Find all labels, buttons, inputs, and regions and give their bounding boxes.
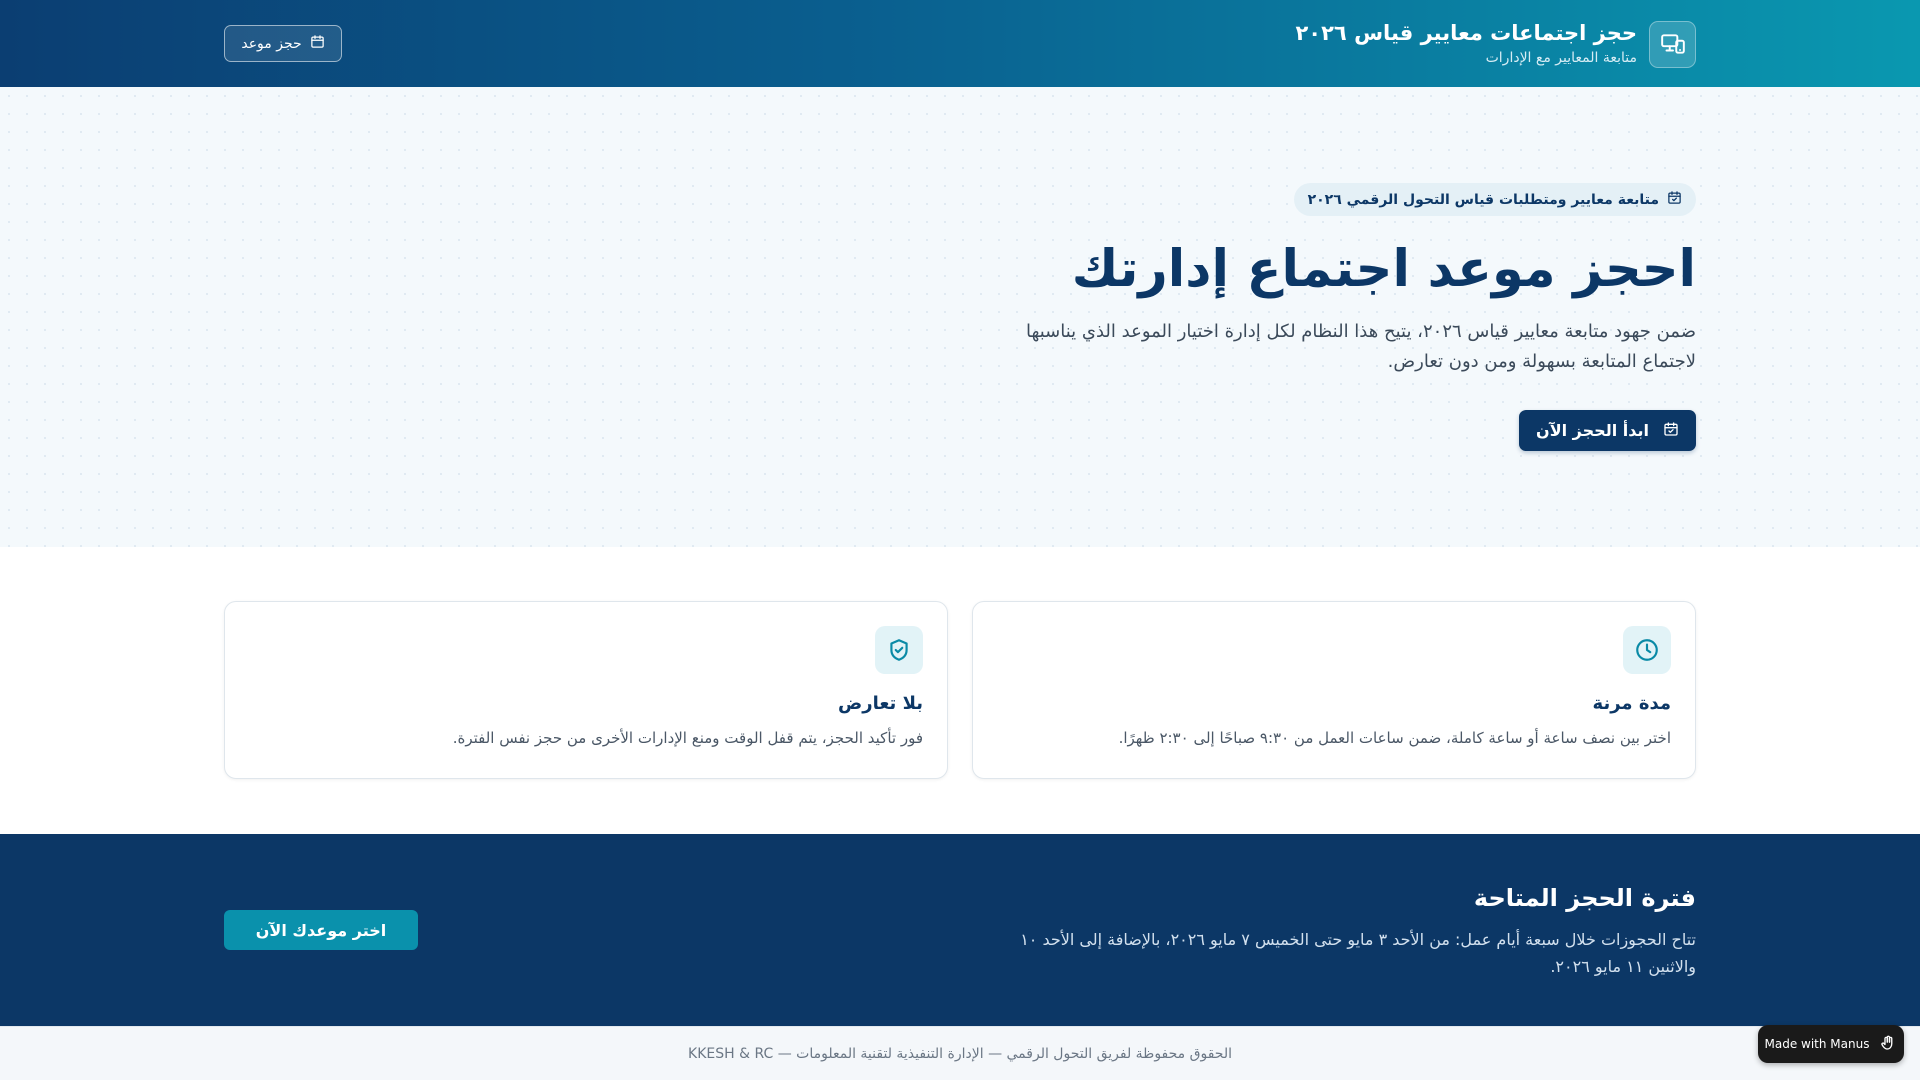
- feature-card-flexible-duration: [972, 601, 1696, 779]
- app-title: حجز اجتماعات معايير قياس ٢٠٢٦: [1295, 21, 1637, 45]
- features-section: [224, 601, 1696, 779]
- hero-section: [0, 87, 1920, 547]
- made-with-manus-badge[interactable]: [1758, 1025, 1904, 1063]
- clock-icon: [1623, 626, 1671, 674]
- feature-text: فور تأكيد الحجز، يتم قفل الوقت ومنع الإدارات الأخرى من حجز نفس الفترة.: [452, 729, 923, 747]
- brand[interactable]: [1295, 20, 1696, 68]
- feature-text: اختر بين نصف ساعة أو ساعة كاملة، ضمن ساعات العمل من ٩:٣٠ صباحًا إلى ٢:٣٠ ظهرًا.: [1118, 729, 1671, 747]
- availability-section: [0, 834, 1920, 1026]
- copyright-text: الحقوق محفوظة لفريق التحول الرقمي — الإدارة التنفيذية لتقنية المعلومات — KKESH & RC: [688, 1045, 1232, 1062]
- manus-logo-icon: [1879, 1034, 1897, 1055]
- made-with-manus-label: Made with Manus: [1764, 1037, 1870, 1051]
- calendar-icon: [310, 34, 325, 53]
- app-subtitle: متابعة المعايير مع الإدارات: [1485, 50, 1637, 66]
- footer: [0, 1026, 1920, 1080]
- calendar-check-icon: [1663, 421, 1679, 441]
- availability-title: فترة الحجز المتاحة: [1473, 884, 1696, 912]
- availability-text: تتاح الحجوزات خلال سبعة أيام عمل: من الأحد ٣ مايو حتى الخميس ٧ مايو ٢٠٢٦، بالإضافة إلى الأحد ١٠ والاثنين ١١ مايو ٢٠٢٦.: [1020, 930, 1696, 976]
- feature-title: بلا تعارض: [838, 693, 923, 714]
- calendar-check-icon: [1667, 190, 1682, 209]
- hero-badge: [1294, 183, 1696, 216]
- feature-title: مدة مرنة: [1592, 693, 1671, 714]
- start-booking-button[interactable]: [1519, 410, 1696, 451]
- hero-description: ضمن جهود متابعة معايير قياس ٢٠٢٦، يتيح هذا النظام لكل إدارة اختيار الموعد الذي يناسبها لاجتماع المتابعة بسهولة ومن دون تعارض.: [1025, 321, 1696, 372]
- devices-icon: [1649, 21, 1696, 68]
- start-booking-label: ابدأ الحجز الآن: [1536, 421, 1649, 440]
- book-appointment-label: حجز موعد: [241, 35, 302, 52]
- top-header: [0, 0, 1920, 87]
- feature-card-no-conflict: [224, 601, 948, 779]
- hero-badge-label: متابعة معايير ومتطلبات قياس التحول الرقمي ٢٠٢٦: [1307, 191, 1659, 208]
- brand-text: [1295, 20, 1637, 68]
- choose-appointment-button[interactable]: اختر موعدك الآن: [224, 910, 418, 950]
- shield-check-icon: [875, 626, 923, 674]
- hero-title: احجز موعد اجتماع إدارتك: [1071, 240, 1696, 299]
- book-appointment-button[interactable]: [224, 25, 342, 62]
